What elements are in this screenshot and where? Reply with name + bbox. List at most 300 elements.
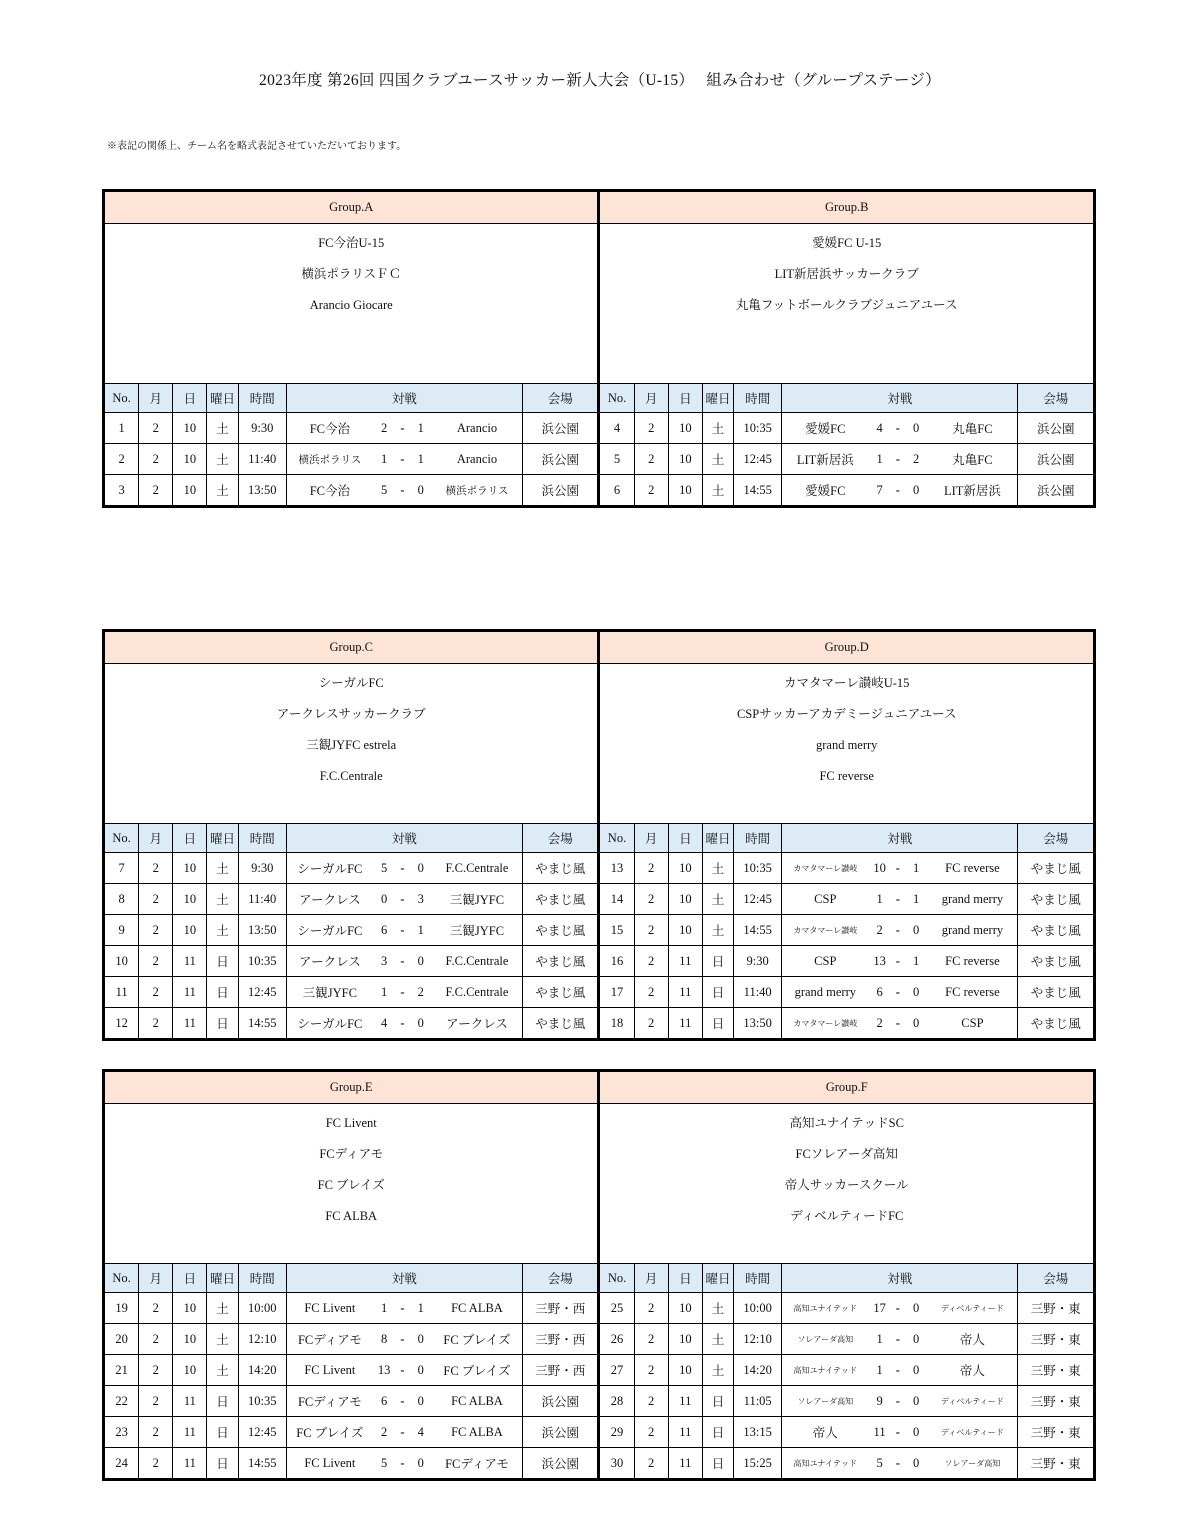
team-name: 愛媛FC U-15 (812, 236, 882, 250)
away-score: 0 (913, 1331, 920, 1346)
away-score: 0 (913, 482, 920, 497)
match-result (782, 977, 1018, 1008)
away-team: FC reverse (945, 953, 1000, 968)
match-weekday: 日 (702, 1417, 733, 1448)
header-weekday: 曜日 (207, 1264, 238, 1293)
match-result (782, 853, 1018, 884)
match-venue: 三野・東 (1018, 1355, 1095, 1386)
home-team: FC今治 (309, 422, 350, 436)
home-score: 2 (876, 922, 883, 937)
match-day: 10 (173, 1355, 207, 1386)
team-name: LIT新居浜サッカークラブ (774, 267, 919, 281)
header-venue: 会場 (522, 1264, 598, 1293)
score-separator: - (400, 1300, 405, 1315)
match-no: 19 (104, 1293, 139, 1324)
match-no: 17 (599, 977, 634, 1008)
team-name: アークレスサッカークラブ (276, 707, 426, 721)
match-result (286, 1324, 522, 1355)
score-separator: - (400, 1362, 405, 1377)
away-score: 0 (913, 1362, 920, 1377)
home-score: 6 (876, 984, 883, 999)
match-weekday: 土 (207, 444, 238, 475)
score-separator: - (895, 1300, 900, 1315)
match-venue: 浜公園 (523, 444, 599, 475)
team-name: 丸亀フットボールクラブジュニアユース (735, 298, 958, 312)
away-team: ディベルティード (941, 1396, 1004, 1406)
away-team: LIT新居浜 (943, 484, 1001, 498)
match-time: 10:35 (734, 413, 782, 444)
match-time: 15:25 (734, 1448, 782, 1480)
home-score: 1 (381, 984, 388, 999)
match-no: 3 (104, 475, 139, 507)
away-team: F.C.Centrale (445, 860, 509, 875)
match-result (286, 1293, 522, 1324)
match-day: 10 (668, 853, 702, 884)
away-score: 1 (913, 953, 920, 968)
match-day: 10 (173, 884, 207, 915)
score-separator: - (895, 451, 900, 466)
table-row (104, 915, 1095, 946)
match-day: 10 (668, 475, 702, 507)
match-venue: やまじ風 (1018, 853, 1095, 884)
score-separator: - (895, 420, 900, 435)
match-day: 10 (173, 475, 207, 507)
match-no: 11 (104, 977, 139, 1008)
home-team: 三観JYFC (302, 986, 357, 1000)
match-result (286, 444, 522, 475)
score-separator: - (400, 482, 405, 497)
match-day: 10 (173, 1293, 207, 1324)
match-venue: やまじ風 (1018, 884, 1095, 915)
table-row (104, 1324, 1095, 1355)
home-team: 愛媛FC (805, 484, 846, 498)
group-header: Group.A (104, 191, 599, 224)
table-row (104, 413, 1095, 444)
match-weekday: 日 (207, 1448, 238, 1480)
match-no: 6 (599, 475, 634, 507)
match-result (286, 1417, 522, 1448)
home-score: 2 (381, 420, 388, 435)
header-match: 対戦 (286, 384, 522, 413)
match-month: 2 (634, 1324, 668, 1355)
match-day: 10 (668, 884, 702, 915)
match-venue: 浜公園 (523, 413, 599, 444)
match-day: 10 (173, 915, 207, 946)
match-no: 12 (104, 1008, 139, 1040)
match-day: 11 (668, 1386, 702, 1417)
match-day: 10 (668, 915, 702, 946)
away-score: 0 (417, 1455, 424, 1470)
team-name: F.C.Centrale (319, 769, 383, 783)
match-month: 2 (634, 1417, 668, 1448)
match-day: 10 (668, 413, 702, 444)
match-time: 14:20 (238, 1355, 286, 1386)
group-table-e-f (102, 1069, 1096, 1481)
match-result (782, 946, 1018, 977)
match-no: 5 (599, 444, 634, 475)
home-team: 高知ユナイテッド (793, 1458, 857, 1468)
away-team: FCディアモ (445, 1457, 509, 1471)
away-score: 4 (417, 1424, 424, 1439)
home-score: 5 (381, 860, 388, 875)
match-time: 14:55 (734, 915, 782, 946)
home-team: 高知ユナイテッド (793, 1303, 857, 1313)
match-no: 22 (104, 1386, 139, 1417)
match-result (782, 915, 1018, 946)
home-score: 13 (377, 1362, 391, 1377)
match-time: 11:40 (238, 884, 286, 915)
match-result (782, 1324, 1018, 1355)
header-venue: 会場 (1018, 1264, 1095, 1293)
match-no: 30 (599, 1448, 634, 1480)
match-no: 23 (104, 1417, 139, 1448)
match-result (782, 1386, 1018, 1417)
score-separator: - (400, 451, 405, 466)
match-venue: やまじ風 (523, 977, 599, 1008)
match-venue: 三野・西 (522, 1293, 598, 1324)
home-team: FC ブレイズ (296, 1426, 364, 1440)
match-time: 10:00 (238, 1293, 286, 1324)
table-row (104, 946, 1095, 977)
match-month: 2 (634, 475, 668, 507)
group-header: Group.D (599, 631, 1095, 664)
match-no: 18 (599, 1008, 634, 1040)
header-venue: 会場 (1018, 824, 1095, 853)
match-result (782, 1293, 1018, 1324)
match-weekday: 土 (702, 884, 733, 915)
match-no: 14 (599, 884, 634, 915)
match-weekday: 土 (702, 1293, 733, 1324)
score-separator: - (400, 984, 405, 999)
away-team: grand merry (941, 922, 1004, 937)
match-no: 25 (599, 1293, 634, 1324)
away-score: 1 (913, 860, 920, 875)
header-weekday: 曜日 (207, 824, 238, 853)
team-name: grand merry (815, 738, 878, 752)
header-no: No. (104, 824, 139, 853)
score-separator: - (895, 891, 900, 906)
away-score: 1 (417, 451, 424, 466)
team-name: FCソレアーダ高知 (795, 1147, 898, 1161)
score-separator: - (400, 1393, 405, 1408)
away-team: ソレアーダ高知 (944, 1458, 1001, 1468)
match-month: 2 (139, 915, 173, 946)
match-day: 11 (173, 946, 207, 977)
match-time: 12:45 (238, 1417, 286, 1448)
table-row (104, 1008, 1095, 1040)
away-score: 3 (417, 891, 424, 906)
match-month: 2 (634, 946, 668, 977)
match-weekday: 日 (702, 1448, 733, 1480)
score-separator: - (400, 953, 405, 968)
team-list (104, 1104, 599, 1264)
score-separator: - (895, 953, 900, 968)
away-team: 帝人 (959, 1333, 985, 1347)
home-score: 5 (381, 1455, 388, 1470)
group-header: Group.B (599, 191, 1095, 224)
header-no: No. (104, 384, 139, 413)
away-team: CSP (961, 1015, 984, 1030)
away-score: 1 (913, 891, 920, 906)
match-weekday: 日 (702, 1008, 733, 1040)
match-no: 21 (104, 1355, 139, 1386)
abbreviation-note: ※表記の関係上、チーム名を略式表記させていただいております。 (107, 141, 407, 152)
match-time: 10:35 (734, 853, 782, 884)
match-venue: 三野・東 (1018, 1417, 1095, 1448)
header-time: 時間 (734, 824, 782, 853)
score-separator: - (400, 420, 405, 435)
match-month: 2 (634, 444, 668, 475)
match-day: 10 (668, 1293, 702, 1324)
match-month: 2 (634, 884, 668, 915)
away-score: 0 (417, 1015, 424, 1030)
header-no: No. (104, 1264, 139, 1293)
home-score: 1 (876, 1362, 883, 1377)
away-team: 丸亀FC (952, 453, 993, 467)
match-time: 14:20 (734, 1355, 782, 1386)
header-match: 対戦 (782, 1264, 1018, 1293)
home-score: 6 (381, 922, 388, 937)
score-separator: - (400, 891, 405, 906)
match-venue: 浜公園 (523, 475, 599, 507)
header-time: 時間 (734, 384, 782, 413)
match-weekday: 土 (702, 915, 733, 946)
score-separator: - (895, 1393, 900, 1408)
match-result (286, 977, 522, 1008)
away-team: アークレス (446, 1017, 508, 1031)
home-team: CSP (814, 891, 837, 906)
home-score: 3 (381, 953, 388, 968)
away-team: ディベルティード (941, 1427, 1004, 1437)
away-score: 0 (417, 1362, 424, 1377)
match-venue: 浜公園 (522, 1386, 598, 1417)
match-weekday: 土 (207, 1324, 238, 1355)
away-score: 1 (417, 420, 424, 435)
team-name: FC今治U-15 (318, 236, 385, 250)
home-team: カマタマーレ讃岐 (793, 863, 858, 873)
match-month: 2 (139, 1448, 173, 1480)
match-weekday: 土 (702, 475, 733, 507)
header-day: 日 (173, 384, 207, 413)
away-score: 0 (417, 860, 424, 875)
match-no: 13 (599, 853, 634, 884)
home-team: FC今治 (309, 484, 350, 498)
match-venue: 三野・東 (1018, 1324, 1095, 1355)
match-venue: 三野・東 (1018, 1386, 1095, 1417)
score-separator: - (895, 984, 900, 999)
home-score: 7 (876, 482, 883, 497)
header-month: 月 (139, 1264, 173, 1293)
away-team: 帝人 (959, 1364, 985, 1378)
home-score: 1 (876, 1331, 883, 1346)
header-day: 日 (668, 824, 702, 853)
match-day: 11 (173, 1386, 207, 1417)
match-day: 10 (668, 1355, 702, 1386)
score-separator: - (895, 1362, 900, 1377)
match-weekday: 土 (702, 1355, 733, 1386)
match-month: 2 (139, 853, 173, 884)
home-team: FCディアモ (297, 1333, 362, 1347)
match-result (782, 1448, 1018, 1480)
match-day: 11 (173, 977, 207, 1008)
away-team: Arancio (456, 451, 498, 466)
home-team: grand merry (794, 984, 856, 999)
team-name: FC ALBA (325, 1209, 378, 1223)
match-time: 12:45 (734, 884, 782, 915)
home-team: FC Livent (304, 1455, 356, 1470)
header-time: 時間 (238, 1264, 286, 1293)
match-result (286, 853, 522, 884)
header-no: No. (599, 1264, 634, 1293)
match-result (286, 475, 522, 507)
header-no: No. (599, 824, 634, 853)
match-weekday: 日 (207, 1417, 238, 1448)
match-weekday: 日 (207, 977, 238, 1008)
match-result (782, 884, 1018, 915)
group-header: Group.E (104, 1071, 599, 1104)
home-team: FC Livent (304, 1362, 356, 1377)
score-separator: - (400, 922, 405, 937)
match-month: 2 (139, 413, 173, 444)
match-weekday: 日 (207, 1386, 238, 1417)
home-team: 高知ユナイテッド (793, 1365, 857, 1375)
match-month: 2 (139, 884, 173, 915)
match-month: 2 (634, 977, 668, 1008)
match-weekday: 土 (207, 475, 238, 507)
away-score: 2 (913, 451, 920, 466)
away-score: 0 (913, 1455, 920, 1470)
match-month: 2 (139, 1355, 173, 1386)
away-team: Arancio (456, 420, 498, 435)
score-separator: - (895, 922, 900, 937)
match-day: 10 (173, 853, 207, 884)
match-venue: 浜公園 (1018, 444, 1095, 475)
home-score: 10 (873, 860, 886, 875)
team-name: Arancio Giocare (309, 298, 393, 312)
header-day: 日 (173, 1264, 207, 1293)
match-venue: やまじ風 (523, 884, 599, 915)
home-team: ソレアーダ高知 (797, 1396, 854, 1406)
match-result (286, 884, 522, 915)
away-score: 0 (913, 1393, 920, 1408)
group-table-a-b (102, 189, 1096, 508)
header-month: 月 (634, 1264, 668, 1293)
header-no: No. (599, 384, 634, 413)
match-time: 12:10 (238, 1324, 286, 1355)
match-day: 11 (173, 1417, 207, 1448)
match-venue: 浜公園 (522, 1417, 598, 1448)
away-team: FC ブレイズ (443, 1333, 511, 1347)
match-venue: やまじ風 (1018, 946, 1095, 977)
match-result (286, 1355, 522, 1386)
team-list (599, 1104, 1095, 1264)
match-venue: 三野・東 (1018, 1448, 1095, 1480)
team-name: FC ブレイズ (317, 1178, 385, 1192)
match-no: 20 (104, 1324, 139, 1355)
team-name: ディベルティードFC (790, 1209, 904, 1223)
match-weekday: 土 (702, 444, 733, 475)
match-venue: やまじ風 (523, 915, 599, 946)
score-separator: - (895, 1424, 900, 1439)
match-month: 2 (139, 946, 173, 977)
match-result (286, 413, 522, 444)
match-venue: やまじ風 (523, 853, 599, 884)
team-name: FC reverse (819, 769, 874, 783)
away-team: F.C.Centrale (445, 953, 509, 968)
team-name: 帝人サッカースクール (784, 1178, 909, 1192)
match-day: 11 (668, 977, 702, 1008)
home-score: 5 (876, 1455, 883, 1470)
match-weekday: 土 (207, 1293, 238, 1324)
away-score: 0 (417, 1393, 424, 1408)
match-no: 28 (599, 1386, 634, 1417)
match-no: 2 (104, 444, 139, 475)
away-team: FC ALBA (451, 1424, 503, 1439)
match-weekday: 土 (207, 853, 238, 884)
header-venue: 会場 (523, 824, 599, 853)
match-weekday: 日 (702, 946, 733, 977)
home-team: アークレス (298, 955, 361, 969)
match-weekday: 土 (207, 915, 238, 946)
home-score: 1 (381, 1300, 388, 1315)
away-team: FC ALBA (451, 1300, 503, 1315)
home-team: LIT新居浜 (796, 453, 854, 467)
away-score: 0 (913, 1015, 920, 1030)
away-score: 0 (417, 482, 424, 497)
header-month: 月 (634, 384, 668, 413)
match-month: 2 (634, 1293, 668, 1324)
home-team: FCディアモ (297, 1395, 362, 1409)
match-month: 2 (139, 1293, 173, 1324)
table-row (104, 475, 1095, 507)
team-list (599, 224, 1095, 384)
match-day: 10 (173, 413, 207, 444)
match-result (782, 1417, 1018, 1448)
header-venue: 会場 (523, 384, 599, 413)
home-score: 13 (873, 953, 886, 968)
match-result (286, 1008, 522, 1040)
away-score: 0 (913, 1424, 920, 1439)
match-venue: やまじ風 (523, 1008, 599, 1040)
score-separator: - (400, 1424, 405, 1439)
match-day: 11 (173, 1008, 207, 1040)
score-separator: - (400, 1331, 405, 1346)
away-team: grand merry (941, 891, 1004, 906)
match-no: 8 (104, 884, 139, 915)
home-score: 8 (381, 1331, 388, 1346)
away-score: 0 (913, 1300, 920, 1315)
score-separator: - (400, 1455, 405, 1470)
match-month: 2 (634, 915, 668, 946)
match-time: 9:30 (734, 946, 782, 977)
match-no: 15 (599, 915, 634, 946)
away-score: 0 (913, 984, 920, 999)
match-no: 24 (104, 1448, 139, 1480)
home-score: 1 (381, 451, 388, 466)
table-row (104, 884, 1095, 915)
match-day: 10 (668, 444, 702, 475)
match-time: 14:55 (238, 1008, 286, 1040)
header-weekday: 曜日 (207, 384, 238, 413)
match-time: 12:10 (734, 1324, 782, 1355)
match-time: 9:30 (238, 413, 286, 444)
match-time: 13:15 (734, 1417, 782, 1448)
match-month: 2 (634, 1386, 668, 1417)
header-weekday: 曜日 (702, 384, 733, 413)
match-weekday: 土 (702, 413, 733, 444)
table-row (104, 1417, 1095, 1448)
match-day: 11 (668, 1448, 702, 1480)
